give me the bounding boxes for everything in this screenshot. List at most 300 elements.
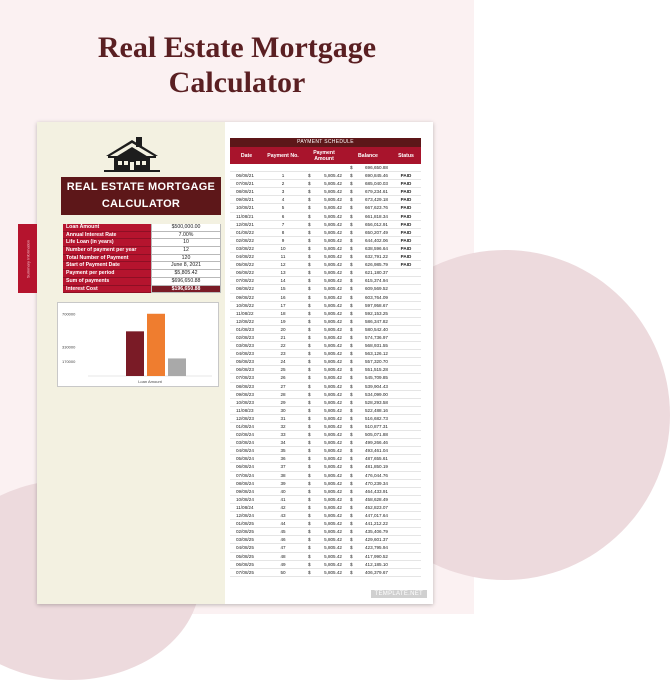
cell-balance [345,520,391,527]
cell-status: PAID [400,173,412,179]
cell-date: 12/08/22 [236,318,254,324]
chart-bar [147,314,165,376]
cell-payment-no: 20 [280,326,286,332]
currency-symbol: $ [350,537,353,543]
currency-symbol: $ [308,294,311,300]
balance-value: 615,374.94 [365,278,388,284]
cell-status: PAID [400,221,412,227]
balance-value: 493,461.04 [365,448,388,454]
loan-inputs-table [63,224,221,293]
currency-symbol: $ [308,553,311,559]
balance-value: 476,044.76 [365,472,388,478]
loan-amount-field[interactable]: $500,000.00 [151,224,221,232]
payments-per-year-field[interactable]: 12 [151,247,221,255]
currency-symbol: $ [308,221,311,227]
currency-symbol: $ [308,229,311,235]
amount-value: 5,805.42 [324,545,342,551]
table-row [230,431,421,439]
amount-value: 5,805.42 [324,521,342,527]
balance-value: 690,845.46 [365,173,388,179]
table-row [230,196,421,204]
currency-symbol: $ [308,464,311,470]
cell-payment-no: 14 [280,278,286,284]
cell-payment-amount [303,512,345,519]
total-payments-value: 120 [151,255,221,263]
currency-symbol: $ [308,472,311,478]
cell-payment-no: 42 [280,504,286,510]
amount-value: 5,805.42 [324,415,342,421]
cell-payment-no: 48 [280,553,286,559]
currency-symbol: $ [308,480,311,486]
cell-payment-amount [303,423,345,430]
cell-balance [345,496,391,503]
amount-value: 5,805.42 [324,302,342,308]
cell-balance [345,447,391,454]
currency-symbol: $ [350,294,353,300]
amount-value: 5,805.42 [324,529,342,535]
cell-date: 03/08/24 [236,440,254,446]
cell-payment-amount [303,302,345,309]
amount-value: 5,805.42 [324,359,342,365]
table-row [230,528,421,536]
cell-payment-amount [303,561,345,568]
table-row [230,544,421,552]
table-row [230,342,421,350]
currency-symbol: $ [308,521,311,527]
amount-value: 5,805.42 [324,448,342,454]
cell-status [391,569,421,576]
cell-payment-no: 29 [280,399,286,405]
cell-payment-no: 16 [280,294,286,300]
cell-date: 04/08/25 [236,545,254,551]
amount-value: 5,805.42 [324,561,342,567]
amount-value: 5,805.42 [324,262,342,268]
cell-balance [345,399,391,406]
currency-symbol: $ [350,318,353,324]
table-row [230,512,421,520]
table-row [230,399,421,407]
cell-payment-amount [303,399,345,406]
currency-symbol: $ [350,391,353,397]
calculator-title-line2: CALCULATOR [101,198,181,210]
cell-status [391,512,421,519]
cell-date: 03/08/23 [236,343,254,349]
balance-value: 464,433.91 [365,488,388,494]
cell-payment-amount [303,253,345,260]
currency-symbol: $ [350,326,353,332]
cell-status [391,358,421,365]
cell-balance [345,407,391,414]
table-row [230,366,421,374]
table-row [230,488,421,496]
header-date: Date [240,152,253,159]
table-row [230,164,421,172]
table-row [230,423,421,431]
cell-balance [345,285,391,292]
balance-value: 557,320.70 [365,359,388,365]
cell-payment-no: 11 [280,254,286,260]
table-row [230,415,421,423]
cell-status [391,350,421,357]
currency-symbol: $ [308,351,311,357]
balance-value: 661,818.34 [365,213,388,219]
currency-symbol: $ [350,310,353,316]
table-row [230,245,421,253]
cell-payment-no: 1 [281,173,285,179]
currency-symbol: $ [308,237,311,243]
cell-balance [345,350,391,357]
cell-date: 04/08/23 [236,351,254,357]
calculator-title [61,177,221,215]
cell-payment-no: 2 [281,181,285,187]
table-row [230,269,421,277]
input-label: Life Loan (in years) [63,239,151,247]
amount-value: 5,805.42 [324,334,342,340]
cell-payment-amount [303,472,345,479]
cell-payment-amount [303,204,345,211]
table-row [230,383,421,391]
payment-per-period-value: $5,805.42 [151,270,221,278]
cell-status [391,528,421,535]
currency-symbol: $ [308,343,311,349]
currency-symbol: $ [350,286,353,292]
currency-symbol: $ [350,237,353,243]
cell-payment-amount [303,172,345,179]
currency-symbol: $ [350,504,353,510]
table-row [230,391,421,399]
cell-payment-amount [303,455,345,462]
cell-status [391,277,421,284]
cell-payment-no: 7 [281,221,285,227]
cell-status [391,383,421,390]
cell-balance [345,196,391,203]
cell-payment-amount [303,326,345,333]
balance-value: 626,985.79 [365,262,388,268]
cell-date: 08/08/21 [236,189,254,195]
currency-symbol: $ [308,375,311,381]
amount-value: 5,805.42 [324,440,342,446]
cell-payment-amount [303,374,345,381]
cell-date: 07/08/23 [236,375,254,381]
table-row [230,536,421,544]
currency-symbol: $ [308,415,311,421]
balance-value: 632,791.22 [365,254,388,260]
balance-value: 528,293.58 [365,399,388,405]
cell-date: 09/08/23 [236,391,254,397]
cell-payment-amount [303,439,345,446]
table-row [230,229,421,237]
amount-value: 5,805.42 [324,173,342,179]
currency-symbol: $ [350,302,353,308]
cell-balance [345,342,391,349]
input-label: Loan Amount [63,224,151,232]
cell-date: 07/08/24 [236,472,254,478]
cell-date [230,164,263,171]
currency-symbol: $ [308,545,311,551]
cell-balance [345,472,391,479]
currency-symbol: $ [350,464,353,470]
cell-status [391,536,421,543]
cell-balance [345,310,391,317]
cell-status: PAID [400,205,412,211]
table-row [230,326,421,334]
amount-value: 5,805.42 [324,367,342,373]
header-payment-no: Payment No. [267,152,299,159]
currency-symbol: $ [350,165,353,170]
table-row [230,204,421,212]
balance-value: 534,099.00 [365,391,388,397]
y-tick-label: 170000 [62,358,76,364]
balance-value: 563,126.12 [365,351,388,357]
amount-value: 5,805.42 [324,278,342,284]
currency-symbol: $ [308,561,311,567]
table-row [230,310,421,318]
table-row [230,439,421,447]
cell-balance [345,164,391,171]
currency-symbol: $ [308,326,311,332]
start-date-field[interactable]: June 8, 2021 [151,262,221,270]
amount-value: 5,805.42 [324,504,342,510]
table-row [230,180,421,188]
balance-value: 499,266.46 [365,440,388,446]
cell-status [391,439,421,446]
currency-symbol: $ [308,456,311,462]
currency-symbol: $ [350,407,353,413]
balance-value: 441,212.22 [365,521,388,527]
cell-date: 11/08/23 [236,407,254,413]
balance-value: 597,958.67 [365,302,388,308]
input-row-sum-of-payments [63,278,221,286]
amount-value: 5,805.42 [324,286,342,292]
cell-status [391,544,421,551]
currency-symbol: $ [350,181,353,187]
cell-payment-amount [303,285,345,292]
cell-status [391,318,421,325]
cell-payment-amount [303,431,345,438]
cell-balance [345,334,391,341]
cell-status [391,334,421,341]
currency-symbol: $ [308,440,311,446]
cell-status [391,399,421,406]
cell-payment-no: 4 [281,197,285,203]
input-label: Start of Payment Date [63,262,151,270]
cell-payment-no: 23 [280,351,286,357]
currency-symbol: $ [350,359,353,365]
balance-value: 656,012.91 [365,221,388,227]
cell-date: 12/08/23 [236,415,254,421]
balance-value: 673,429.18 [365,197,388,203]
currency-symbol: $ [308,424,311,429]
amount-value: 5,805.42 [324,464,342,470]
schedule-rows [230,164,421,577]
cell-payment-no: 24 [280,359,286,365]
cell-status [391,310,421,317]
cell-payment-amount [303,350,345,357]
spreadsheet-document [25,122,433,604]
currency-symbol: $ [350,245,353,251]
cell-status [391,496,421,503]
cell-payment-no: 19 [280,318,286,324]
table-row [230,253,421,261]
cell-payment-amount [303,407,345,414]
table-row [230,221,421,229]
currency-symbol: $ [308,383,311,389]
currency-symbol: $ [308,173,311,179]
balance-value: 667,623.76 [365,205,388,211]
cell-date: 08/08/23 [236,383,254,389]
cell-date: 12/08/21 [236,221,254,227]
table-row [230,172,421,180]
cell-date: 07/08/22 [236,278,254,284]
cell-balance [345,221,391,228]
cell-date: 05/08/23 [236,359,254,365]
cell-balance [345,302,391,309]
currency-symbol: $ [350,334,353,340]
cell-date: 02/08/22 [236,237,254,243]
currency-symbol: $ [308,529,311,535]
cell-payment-no: 31 [280,415,286,421]
cell-balance [345,237,391,244]
table-row [230,318,421,326]
cell-balance [345,245,391,252]
cell-date: 11/08/24 [236,504,254,510]
cell-status: PAID [400,254,412,260]
cell-balance [345,253,391,260]
currency-symbol: $ [350,545,353,551]
currency-symbol: $ [308,513,311,519]
amount-value: 5,805.42 [324,351,342,357]
cell-payment-amount [303,383,345,390]
cell-balance [345,383,391,390]
cell-balance [345,415,391,422]
currency-symbol: $ [308,286,311,292]
cell-balance [345,269,391,276]
cell-date: 10/08/22 [236,302,254,308]
currency-symbol: $ [308,197,311,203]
cell-payment-no: 27 [280,383,286,389]
cell-status: PAID [400,245,412,251]
cell-balance [345,553,391,560]
balance-value: 522,488.16 [365,407,388,413]
balance-value: 638,596.64 [365,245,388,251]
cell-status [391,472,421,479]
cell-status [391,326,421,333]
balance-value: 539,904.43 [365,383,388,389]
balance-value: 505,071.88 [365,432,388,438]
cell-payment-no: 40 [280,488,286,494]
cell-payment-no: 15 [280,286,286,292]
cell-balance [345,391,391,398]
cell-payment-no: 8 [281,229,285,235]
currency-symbol: $ [350,432,353,438]
currency-symbol: $ [350,480,353,486]
cell-status [391,447,421,454]
interest-rate-field[interactable]: 7.00% [151,232,221,240]
balance-value: 574,736.97 [365,334,388,340]
table-row [230,358,421,366]
cell-payment-amount [303,237,345,244]
cell-balance [345,261,391,268]
currency-symbol: $ [350,270,353,276]
input-row-total-payments [63,255,221,263]
cell-date: 01/08/24 [236,424,254,429]
cell-date: 10/08/21 [236,205,254,211]
input-row-loan-years [63,239,221,247]
balance-value: 679,234.61 [365,189,388,195]
cell-balance [345,463,391,470]
balance-value: 545,709.85 [365,375,388,381]
cell-payment-no: 35 [280,448,286,454]
balance-value: 609,569.52 [365,286,388,292]
currency-symbol: $ [350,221,353,227]
cell-payment-no: 47 [280,545,286,551]
balance-value: 685,040.03 [365,181,388,187]
cell-status [391,164,421,171]
cell-payment-no: 46 [280,537,286,543]
cell-payment-amount [303,180,345,187]
currency-symbol: $ [308,245,311,251]
currency-symbol: $ [350,367,353,373]
balance-value: 510,877.31 [365,424,388,429]
cell-payment-no: 28 [280,391,286,397]
cell-balance [345,374,391,381]
amount-value: 5,805.42 [324,513,342,519]
watermark: TEMPLATE.NET [371,590,428,598]
cell-payment-amount [303,391,345,398]
amount-value: 5,805.42 [324,407,342,413]
cell-payment-no: 50 [280,569,286,575]
cell-date: 04/08/22 [236,254,254,260]
cell-payment-amount [303,480,345,487]
cell-payment-amount [303,463,345,470]
cell-payment-amount [303,528,345,535]
summary-side-label: Summary Information [18,224,37,293]
amount-value: 5,805.42 [324,424,342,429]
loan-years-field[interactable]: 10 [151,239,221,247]
cell-payment-no: 18 [280,310,286,316]
balance-value: 406,379.67 [365,569,388,575]
cell-payment-no: 9 [281,237,285,243]
cell-payment-amount [303,342,345,349]
input-row-start-date [63,262,221,270]
y-tick-label: 330000 [62,344,76,350]
table-row [230,350,421,358]
currency-symbol: $ [308,254,311,260]
cell-payment-amount [303,415,345,422]
cell-status [391,423,421,430]
cell-status: PAID [400,181,412,187]
currency-symbol: $ [350,197,353,203]
amount-value: 5,805.42 [324,197,342,203]
cell-balance [345,439,391,446]
cell-status [391,480,421,487]
x-axis-label: Loan Amount [138,379,162,384]
cell-payment-amount [303,536,345,543]
cell-balance [345,366,391,373]
currency-symbol: $ [350,205,353,211]
currency-symbol: $ [350,488,353,494]
amount-value: 5,805.42 [324,399,342,405]
amount-value: 5,805.42 [324,553,342,559]
cell-balance [345,423,391,430]
cell-payment-no: 13 [280,270,286,276]
cell-payment-amount [303,188,345,195]
cell-status [391,488,421,495]
table-row [230,463,421,471]
cell-date: 03/08/22 [236,245,254,251]
balance-value: 644,402.06 [365,237,388,243]
table-row [230,569,421,577]
